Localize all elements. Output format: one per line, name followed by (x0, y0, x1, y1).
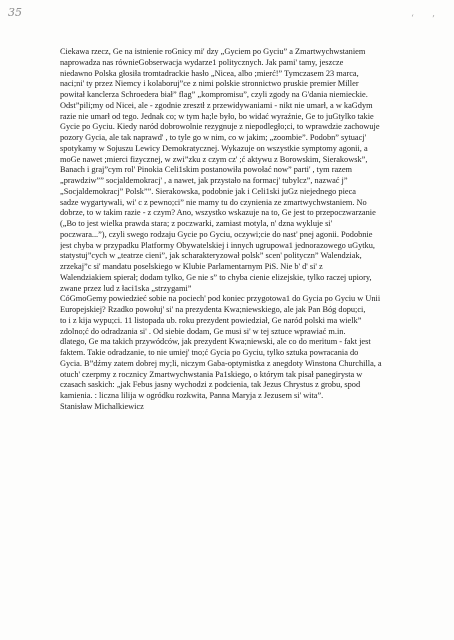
text-line: zrzekaj”c si' mandatu poselskiego w Klubie Parlamentarnym PiS. Nie b' d' si' z (60, 262, 323, 271)
text-line: naprowadza nas równieGobserwacja wydarze1 politycznych. Jak pami' tamy, jeszcze (60, 57, 344, 67)
text-line: Gycia. B”dźmy zatem dobrej my;li, niczym Gaba-optymistka z anegdoty Winstona Churchilla, a (60, 358, 382, 368)
text-line: „prawdziw”” socjaldemokracj' , a nawet, jak przystało na formacj' tubylcz”, nazwać j” (60, 176, 348, 185)
text-line: poczwara...”), czyli swego rodzaju Gycie po Gyciu, oczywi;cie do nast' pnej agonii. Podobnie (60, 229, 373, 239)
text-line: kamienia. : liczna lilija w ogródku rozkwita, Panna Maryja z Jezusem si' wita”. (60, 391, 324, 400)
text-line: Ciekawa rzecz, Ge na istnienie roGnicy mi' dzy „Gyciem po Gyciu” a Zmartwychwstaniem (60, 47, 366, 56)
text-line: Walendziakiem spierał; dodam tylko, Ge nie s” to chyba cienie elizejskie, tylko raczej upiory, (60, 272, 372, 282)
text-line: dobrze, to w takim razie - z czym? Ano, wszystko wskazuje na to, Ge jest to przepoczwarzanie (60, 208, 376, 218)
text-line: sadze wygartywali, wi' c z pewno;ci” nie mamy tu do czynienia ze zmartwychwstaniem. No (60, 197, 367, 207)
text-line: Odst”pili;my od Nicei, ale - zgodnie zresztł z przewidywaniami - nikt nie umarł, a w kaGdym (60, 100, 373, 110)
text-line: niedawno Polska głosiła tromtadrackie hasło „Nicea, albo ;mierć!” Tymczasem 23 marca, (60, 68, 359, 78)
text-line: razie nie umarł od tego. Jednak co; w tym ha;le było, bo widać wyraźnie, Ge to juGtylko takie (60, 111, 374, 121)
author-signature: Stanisław Michalkiewicz (60, 401, 144, 411)
text-line: zwane przez lud z łaci1ska „strzygami” (60, 283, 192, 293)
text-line: pozory Gycia, ale tak naprawd' , to tyle go w nim, co w jakim; „zoombie”. Podobn” sytuacj' (60, 133, 367, 142)
text-line: faktem. Takie odradzanie, to nie umiej' tno;ć Gycia po Gyciu, tylko sztuka powracania do (60, 348, 359, 357)
corner-mark-left: ‘ (411, 14, 414, 24)
text-line: Banach i graj”cym rol' Pinokia Celi1skim postanowiła powołać now” parti' , tym razem (60, 165, 353, 175)
text-line: CóGmoGemy powiedzieć sobie na pociech' pod koniec przygotowa1 do Gycia po Gyciu w Unii (60, 294, 381, 304)
text-line: otuch' czerpmy z rocznicy Zmartwychwstania Pa1skiego, o którym tak pisał panegirysta w (60, 369, 363, 379)
text-line: „Socjaldemokracj” Polsk””. Sierakowska, podobnie jak i Celi1ski juGz niejednego pieca (60, 186, 356, 196)
text-line: moGe nawet ;mierci fizycznej, w zwi”zku z czym cz' ;ć aktywu z Borowskim, Sierakowsk”, (60, 154, 368, 164)
page-number: 35 (8, 6, 22, 19)
corner-mark-right: ’ (432, 15, 435, 25)
text-line: jest chyba w przypadku Platformy Obywatelskiej i innych ugrupowa1 jednorazowego uGytku, (60, 240, 375, 250)
text-line: („Bo to jest wielka prawda stara; z poczwarki, zamiast motyla, n' dzna wykluje si' (60, 219, 333, 228)
text-line: to i z kija wypu;ci. 11 listopada ub. roku prezydent powiedział, Ge naród polski ma wielk” (60, 315, 362, 325)
text-line: powitał kanclerza Schroedera biał” flag” „kompromisu”, czyli zgody na G'dania niemieckie. (60, 90, 368, 99)
article-body (60, 47, 440, 413)
text-line: statystuj”cych w „teatrze cieni”, jak scharakteryzował polsk” scen' polityczn” Walendziak, (60, 251, 362, 261)
text-line: dlatego, Ge ma takich przywódców, jak prezydent Kwa;niewski, ale co do meritum - fakt jest (60, 337, 371, 347)
text-line: naci;ni' ty przez Niemcy i kolaboruj”ce z nimi polskie stronnictwo pruskie premier Miller (60, 79, 359, 89)
text-line: zdolno;ć do odradzania si' . Od siebie dodam, Ge musi si' w tej sztuce wprawiać m.in. (60, 326, 346, 336)
text-line: Europejskiej? Rzadko powołuj' si' na prezydenta Kwa;niewskiego, ale jak Pan Bóg dopu;ci, (60, 305, 366, 314)
text-line: Gycie po Gyciu. Kiedy naród dobrowolnie rezygnuje z niepodległo;ci, to wprawdzie zachowuje (60, 122, 380, 132)
text-line: spotykamy w Sojuszu Lewicy Demokratycznej. Wykazuje on wszystkie symptomy agonii, a (60, 143, 368, 153)
text-line: czasach saskich: „jak Febus jasny wychodzi z podcienia, tak Jezus Chrystus z grobu, spod (60, 380, 361, 390)
